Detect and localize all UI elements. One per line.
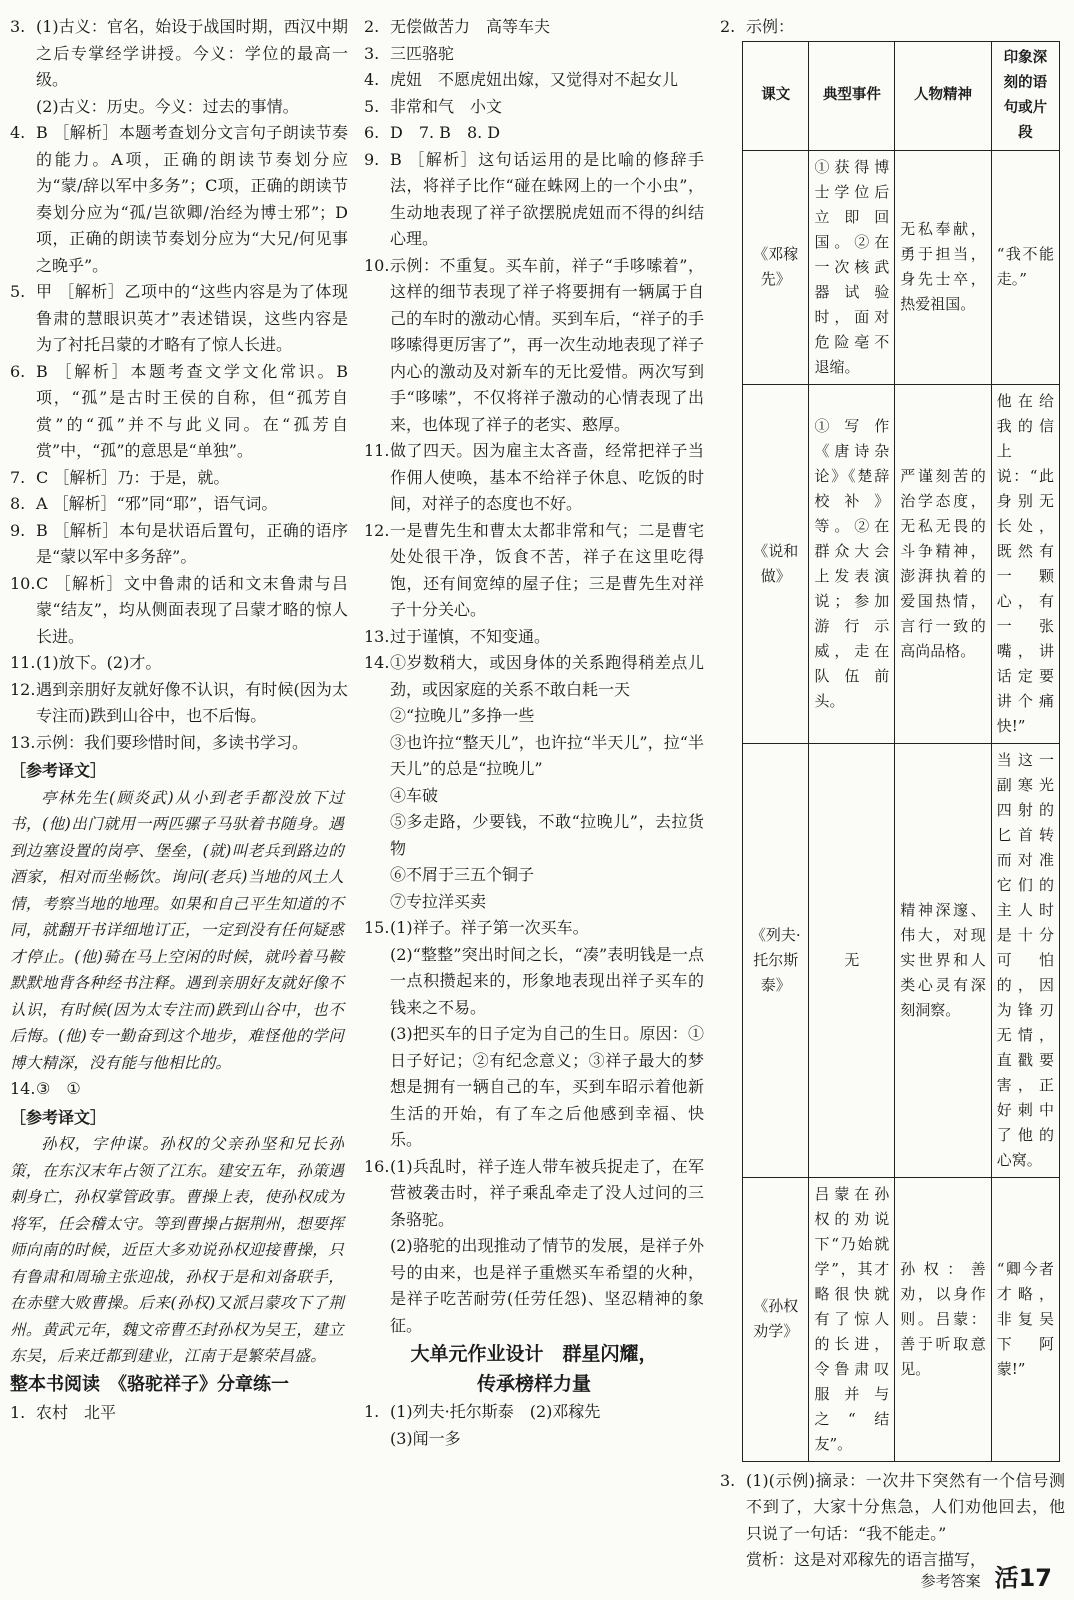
table-cell: ①写作《唐诗杂论》《楚辞校补》等。②在群众大会上发表演说；参加游行示威，走在队伍前头。 <box>809 384 895 743</box>
answer-item-9: 9. B ［解析］本句是状语后置句，正确的语序是“蒙以军中多务辞”。 <box>10 518 348 571</box>
item-text: 示例：不重复。买车前，祥子“手哆嗦着”，这样的细节表现了祥子将要拥有一辆属于自己的车时的激动心情。买到车后，“祥子的手哆嗦得更厉害了”，再一次生动地表现了祥子内心的激动及对新车的无比爱惜。两次写到手“哆嗦”，不仅将祥子激动的心情表现了出来，也体现了祥子的老实、憨厚。 <box>390 255 704 434</box>
answer-item-10: 10. C ［解析］文中鲁肃的话和文末鲁肃与吕蒙“结友”，均从侧面表现了吕蒙才略的惊人长进。 <box>10 571 348 651</box>
section-heading-line1: 大单元作业设计 群星闪耀， <box>410 1343 658 1365</box>
answer-item-6: 6. B ［解析］本题考查文学文化常识。B项，“孤”是古时王侯的自称，但“孤芳自赏”的“孤”并不与此义同。在“孤芳自赏”中，“孤”的意思是“单独”。 <box>10 359 348 465</box>
item-text: ⑦专拉洋买卖 <box>390 891 487 911</box>
item-text: 赏析：这是对邓稼先的语言描写， <box>746 1550 987 1569</box>
item-text: ③也许拉“整天儿”，也许拉“半天儿”，拉“半天儿”的总是“拉晚儿” <box>390 732 704 778</box>
answer-item-9: 9. B ［解析］这句话运用的是比喻的修辞手法，将祥子比作“碰在蛛网上的一个小虫”，生动地表现了祥子欲摆脱虎妞而不得的纠结心理。 <box>364 147 704 253</box>
answer-item-14: 14. ①岁数稍大，或因身体的关系跑得稍差点儿劲，或因家庭的关系不敢白耗一天 ②“拉晚儿”多挣一些 ③也许拉“整天儿”，也许拉“半天儿”，拉“半天儿”的总是“拉晚儿” ④车破 ⑤多走路，少要钱，不敢“拉晚儿”，去拉货物 ⑥不屑于三五个铜子 ⑦专拉洋买卖 <box>364 650 704 915</box>
item-text: 无偿做苦力 高等车夫 <box>390 17 551 36</box>
table-header: 印象深刻的语句或片段 <box>991 41 1059 150</box>
table-cell: 《孙权劝学》 <box>743 1177 809 1461</box>
answer-item-2: 2. 无偿做苦力 高等车夫 <box>364 14 704 41</box>
table-cell: 无私奉献，勇于担当，身先士卒，热爱祖国。 <box>895 150 991 384</box>
section-heading <box>364 1339 704 1399</box>
item-text: C ［解析］文中鲁肃的话和文末鲁肃与吕蒙“结友”，均从侧面表现了吕蒙才略的惊人长进。 <box>36 573 348 646</box>
footer-label: 参考答案 <box>920 1571 981 1590</box>
item-text: D 7. B 8. D <box>390 123 501 142</box>
item-text: 虎妞 不愿虎妞出嫁，又觉得对不起女儿 <box>390 70 679 89</box>
item-text: (1)放下。(2)才。 <box>36 653 162 672</box>
item-text: B ［解析］本句是状语后置句，正确的语序是“蒙以军中多务辞”。 <box>36 520 348 566</box>
item-text: (1)列夫·托尔斯泰 (2)邓稼先 <box>390 1402 601 1421</box>
item-text: C ［解析］乃：于是，就。 <box>36 467 230 487</box>
item-text: A ［解析］“邪”同“耶”，语气词。 <box>36 494 278 513</box>
table-header: 课文 <box>743 41 809 150</box>
answer-item-8: 8. A ［解析］“邪”同“耶”，语气词。 <box>10 491 348 518</box>
page-footer <box>921 1565 1052 1595</box>
table-cell: 精神深邃、伟大，对现实世界和人类心灵有深刻洞察。 <box>895 743 991 1177</box>
item-text: (2)“整整”突出时间之长，“凑”表明钱是一点一点积攒起来的，形象地表现出祥子买车的钱来之不易。 <box>390 944 704 1017</box>
table-row <box>743 150 1060 384</box>
item-text: 甲 ［解析］乙项中的“这些内容是为了体现鲁肃的慧眼识英才”表述错误，这些内容是为了衬托吕蒙的才略有了惊人长进。 <box>36 282 348 354</box>
item-text: 非常和气 小文 <box>390 96 503 116</box>
item-text: 农村 北平 <box>36 1402 117 1422</box>
item-text: (1)祥子。祥子第一次买车。 <box>390 918 589 937</box>
table-row <box>743 384 1060 743</box>
table-row <box>743 743 1060 1177</box>
item-text: 过于谨慎，不知变通。 <box>390 626 551 646</box>
answer-item-b3: 3. (1)(示例)摘录：一次井下突然有一个信号测不到了，大家十分焦急，人们劝他回去，他只说了一句话：“我不能走。” 赏析：这是对邓稼先的语言描写， <box>720 1468 1065 1574</box>
item-text: (3)把买车的日子定为自己的生日。原因：①日子好记；②有纪念意义；③祥子最大的梦想是拥有一辆自己的车，买到车昭示着他新生活的开始，有了车之后他感到幸福、快乐。 <box>390 1024 704 1149</box>
page-number: 活17 <box>994 1563 1052 1592</box>
reference-translation-text: 亭林先生(顾炎武)从小到老手都没放下过书，(他)出门就用一两匹骡子马驮着书随身。遇到边塞设置的岗亭、堡垒，(就)叫老兵到路边的酒家，相对而坐畅饮。询问(老兵)当地的风土人情，考察当地的地理。如果和自己平生知道的不同，就翻开书详细地订正，一定到没有任何疑惑才停止。(他)骑在马上空闲的时候，就吟着马鞍默默地背各种经书注释。遇到亲朋好友就好像不认识，有时候(因为太专注而)跌到山谷中，也不后悔。(他)专一勤奋到这个地步，难怪他的学问博大精深，没有能与他相比的。 <box>10 788 344 1072</box>
item-text: B ［解析］本题考查文学文化常识。B项，“孤”是古时王侯的自称，但“孤芳自赏”的“孤”并不与此义同。在“孤芳自赏”中，“孤”的意思是“单独”。 <box>36 361 348 460</box>
example-table <box>742 41 1060 1462</box>
answer-item-16: 16. (1)兵乱时，祥子连人带车被兵捉走了，在军营被袭击时，祥子乘乱牵走了没人过问的三条骆驼。 (2)骆驼的出现推动了情节的发展，是祥子外号的由来，也是祥子重燃买车希望的火种，是祥子吃苦耐劳(任劳任怨)、坚忍精神的象征。 <box>364 1154 704 1340</box>
answer-item-10: 10. 示例：不重复。买车前，祥子“手哆嗦着”，这样的细节表现了祥子将要拥有一辆属于自己的车时的激动心情。买到车后，“祥子的手哆嗦得更厉害了”，再一次生动地表现了祥子内心的激动及对新车的无比爱惜。两次写到手“哆嗦”，不仅将祥子激动的心情表现了出来，也体现了祥子的老实、憨厚。 <box>364 253 704 439</box>
item-text: (1)古义：官名，始设于战国时期，西汉中期之后专掌经学讲授。今义：学位的最高一级。 <box>36 17 348 89</box>
item-text: ④车破 <box>390 785 439 805</box>
table-cell: 严谨刻苦的治学态度，无私无畏的斗争精神，澎湃执着的爱国热情，言行一致的高尚品格。 <box>895 384 991 743</box>
answer-item-12: 12. 遇到亲朋好友就好像不认识，有时候(因为太专注而)跌到山谷中，也不后悔。 <box>10 677 348 730</box>
item-text: 示例： <box>746 17 795 36</box>
section-heading: 整本书阅读 《骆驼祥子》分章练一 <box>10 1373 289 1395</box>
item-text: ⑥不屑于三五个铜子 <box>390 865 535 884</box>
column-left <box>10 14 348 1426</box>
section-heading-line2: 传承榜样力量 <box>476 1373 591 1395</box>
answer-item-7: 7. C ［解析］乃：于是，就。 <box>10 465 348 492</box>
column-right <box>720 14 1065 1574</box>
table-cell: 无 <box>809 743 895 1177</box>
item-text: B ［解析］这句话运用的是比喻的修辞手法，将祥子比作“碰在蛛网上的一个小虫”，生动地表现了祥子欲摆脱虎妞而不得的纠结心理。 <box>390 149 704 248</box>
item-text: (3)闻一多 <box>390 1428 461 1448</box>
table-cell: ①获得博士学位后立即回国。②在一次核武器试验时，面对危险亳不退缩。 <box>809 150 895 384</box>
table-header: 人物精神 <box>895 41 991 150</box>
table-cell: 吕蒙在孙权的劝说下“乃始就学”，其才略很快就有了惊人的长进，令鲁肃叹服并与之“结友”。 <box>809 1177 895 1461</box>
answer-item-15: 15. (1)祥子。祥子第一次买车。 (2)“整整”突出时间之长，“凑”表明钱是一点一点积攒起来的，形象地表现出祥子买车的钱来之不易。 (3)把买车的日子定为自己的生日。原因：①日子好记；②有纪念意义；③祥子最大的梦想是拥有一辆自己的车，买到车昭示着他新生活的开始，有了车之后他感到幸福、快乐。 <box>364 915 704 1154</box>
table-cell: 孙权：善劝，以身作则。吕蒙：善于听取意见。 <box>895 1177 991 1461</box>
table-cell: 《列夫·托尔斯泰》 <box>743 743 809 1177</box>
item-text: 三匹骆驼 <box>390 43 455 63</box>
answer-item-b1: 1. (1)列夫·托尔斯泰 (2)邓稼先 (3)闻一多 <box>364 1399 704 1452</box>
item-text: (1)(示例)摘录：一次井下突然有一个信号测不到了，大家十分焦急，人们劝他回去，他只说了一句话：“我不能走。” <box>746 1470 1065 1543</box>
item-text: (2)骆驼的出现推动了情节的发展，是祥子外号的由来，也是祥子重燃买车希望的火种，是祥子吃苦耐劳(任劳任怨)、坚忍精神的象征。 <box>390 1236 704 1335</box>
table-cell: 他在给我的信上说：“此身别无长处，既然有一颗心，有一张嘴，讲话定要讲个痛快!” <box>991 384 1059 743</box>
table-cell: “我不能走。” <box>991 150 1059 384</box>
answer-item-14: 14. ③ ① <box>10 1076 348 1103</box>
item-text: 遇到亲朋好友就好像不认识，有时候(因为太专注而)跌到山谷中，也不后悔。 <box>36 679 348 725</box>
item-text: (2)古义：历史。今义：过去的事情。 <box>36 96 299 116</box>
answer-item-4: 4. 虎妞 不愿虎妞出嫁，又觉得对不起女儿 <box>364 67 704 94</box>
table-header-row <box>743 41 1060 150</box>
answer-item-5: 5. 甲 ［解析］乙项中的“这些内容是为了体现鲁肃的慧眼识英才”表述错误，这些内容是为了衬托吕蒙的才略有了惊人长进。 <box>10 279 348 359</box>
table-cell: 《说和做》 <box>743 384 809 743</box>
item-text: ①岁数稍大，或因身体的关系跑得稍差点儿劲，或因家庭的关系不敢白耗一天 <box>390 653 704 699</box>
reference-translation-heading: ［参考译文］ <box>10 761 107 780</box>
item-text: 做了四天。因为雇主太吝啬，经常把祥子当作佣人使唤，基本不给祥子休息、吃饭的时间，对祥子的态度也不好。 <box>390 441 704 513</box>
answer-item-4: 4. B ［解析］本题考查划分文言句子朗读节奏的能力。A项，正确的朗读节奏划分应为“蒙/辞以军中多务”；C项，正确的朗读节奏划分应为“孤/岂欲卿/治经为博士邪”；D项，正确的朗读节奏划分应为“大兄/何见事之晚乎”。 <box>10 120 348 279</box>
answer-item-b2: 2. 示例： <box>720 14 1065 41</box>
item-text: ②“拉晚儿”多挣一些 <box>390 706 535 725</box>
item-text: 示例：我们要珍惜时间，多读书学习。 <box>36 732 309 752</box>
answer-item-3: 3. 三匹骆驼 <box>364 41 704 68</box>
column-middle <box>364 14 704 1452</box>
answer-item-5: 5. 非常和气 小文 <box>364 94 704 121</box>
table-header: 典型事件 <box>809 41 895 150</box>
answer-item-11: 11. (1)放下。(2)才。 <box>10 650 348 677</box>
answer-item-s1: 1. 农村 北平 <box>10 1400 348 1427</box>
answer-item-13: 13. 过于谨慎，不知变通。 <box>364 624 704 651</box>
item-text: ③ ① <box>36 1079 81 1098</box>
table-cell: “卿今者才略，非复吴下阿蒙!” <box>991 1177 1059 1461</box>
reference-translation-heading: ［参考译文］ <box>10 1107 107 1127</box>
table-cell: 《邓稼先》 <box>743 150 809 384</box>
table-row <box>743 1177 1060 1461</box>
table-cell: 当这一副寒光四射的匕首转而对准它们的主人时是十分可怕的，因为锋刃无情，直戳要害，正好刺中了他的心窝。 <box>991 743 1059 1177</box>
item-number: 3. <box>10 17 26 36</box>
item-text: ⑤多走路，少要钱，不敢“拉晚儿”，去拉货物 <box>390 812 704 858</box>
item-text: (1)兵乱时，祥子连人带车被兵捉走了，在军营被袭击时，祥子乘乱牵走了没人过问的三条骆驼。 <box>390 1156 704 1229</box>
answer-item-13: 13. 示例：我们要珍惜时间，多读书学习。 <box>10 730 348 757</box>
answer-item-6-8: 6. D 7. B 8. D <box>364 120 704 147</box>
item-text: B ［解析］本题考查划分文言句子朗读节奏的能力。A项，正确的朗读节奏划分应为“蒙/辞以军中多务”；C项，正确的朗读节奏划分应为“孤/岂欲卿/治经为博士邪”；D项，正确的朗读节奏划分应为“大兄/何见事之晚乎”。 <box>36 123 348 275</box>
answer-item-12: 12. 一是曹先生和曹太太都非常和气；二是曹宅处处很干净，饭食不苦，祥子在这里吃得饱，还有间宽绰的屋子住；三是曹先生对祥子十分关心。 <box>364 518 704 624</box>
item-text: 一是曹先生和曹太太都非常和气；二是曹宅处处很干净，饭食不苦，祥子在这里吃得饱，还有间宽绰的屋子住；三是曹先生对祥子十分关心。 <box>390 520 704 619</box>
reference-translation-text: 孙权，字仲谋。孙权的父亲孙坚和兄长孙策，在东汉末年占领了江东。建安五年，孙策遇刺身亡，孙权掌管政事。曹操上表，使孙权成为将军，任会稽太守。等到曹操占据荆州，想要挥师向南的时候，近臣大多劝说孙权迎接曹操，只有鲁肃和周瑜主张迎战，孙权于是和刘备联手，在赤壁大败曹操。后来(孙权)又派吕蒙攻下了荆州。黄武元年，魏文帝曹丕封孙权为吴王，建立东吴，后来迁都到建业，江南于是繁荣昌盛。 <box>10 1135 344 1365</box>
answer-item-3 <box>10 14 348 120</box>
answer-item-11: 11. 做了四天。因为雇主太吝啬，经常把祥子当作佣人使唤，基本不给祥子休息、吃饭的时间，对祥子的态度也不好。 <box>364 438 704 518</box>
